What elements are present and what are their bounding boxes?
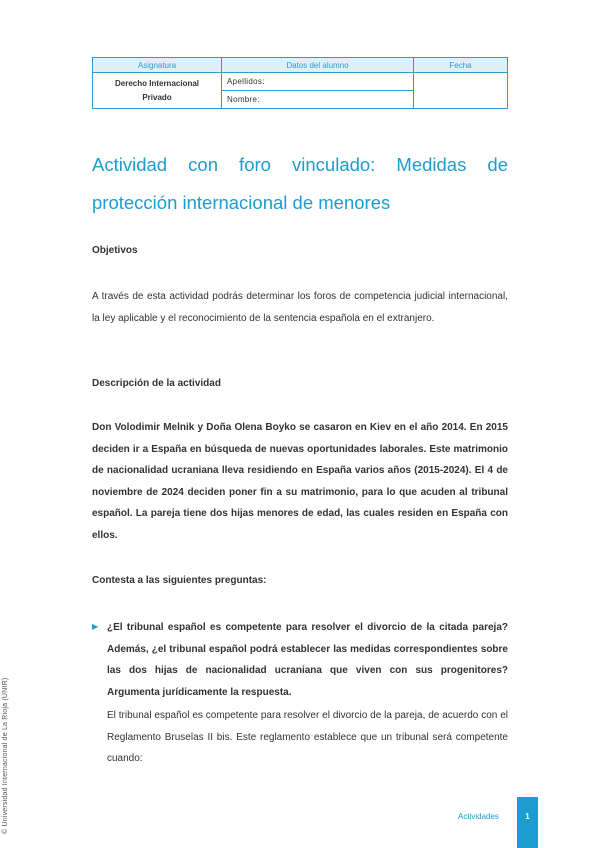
objectives-heading: Objetivos [92, 245, 138, 256]
footer-label: Actividades [458, 812, 499, 821]
description-text: Don Volodimir Melnik y Doña Olena Boyko se casaron en Kiev en el año 2014. En 2015 deciden ir a España en búsqueda de nuevas oportunidades laborales. Este matrimonio de nacionalidad ucraniana lleva residiendo en España varios años (2015-2024). El 4 de noviembre de 2024 deciden poner fin a su matrimonio, para lo que acuden al tribunal español. La pareja tiene dos hijas menores de edad, las cuales residen en España con ellos. [92, 422, 508, 541]
col-subject: Asignatura [93, 58, 222, 73]
page-title [92, 146, 508, 222]
col-date: Fecha [414, 58, 508, 73]
subject-line2: Privado [142, 92, 172, 102]
subject-line1: Derecho Internacional [114, 78, 200, 88]
copyright-sidebar [2, 664, 14, 834]
surname-field[interactable]: Apellidos: [222, 73, 414, 91]
subject-cell [93, 73, 222, 109]
description-heading: Descripción de la actividad [92, 378, 221, 389]
copyright-text: © Universidad Internacional de La Rioja (UNIR) [2, 677, 9, 834]
col-student: Datos del alumno [222, 58, 414, 73]
bullet-triangle-icon: ▶ [92, 622, 99, 631]
answer-1: El tribunal español es competente para resolver el divorcio de la pareja, de acuerdo con el Reglamento Bruselas II bis. Este reglamento establece que un tribunal será competente cuando: [107, 710, 508, 764]
page-number: 1 [525, 812, 530, 821]
name-field[interactable]: Nombre: [222, 91, 414, 109]
question-1: ¿El tribunal español es competente para resolver el divorcio de la citada pareja? Además, ¿el tribunal español podrá establecer las medidas correspondientes sobre las dos hijas de nacionalidad ucraniana que viven con sus progenitores? Argumenta jurídicamente la respuesta. [107, 622, 508, 698]
questions-heading: Contesta a las siguientes preguntas: [92, 575, 267, 586]
title-line2: protección internacional de menores [92, 192, 391, 213]
objectives-text: A través de esta actividad podrás determinar los foros de competencia judicial internacional, la ley aplicable y el reconocimiento de la sentencia española en el extranjero. [92, 291, 508, 324]
header-table [92, 57, 508, 109]
date-field[interactable] [414, 73, 508, 109]
title-line1: Actividad con foro vinculado: Medidas de [92, 154, 508, 175]
page-number-box [517, 797, 538, 848]
